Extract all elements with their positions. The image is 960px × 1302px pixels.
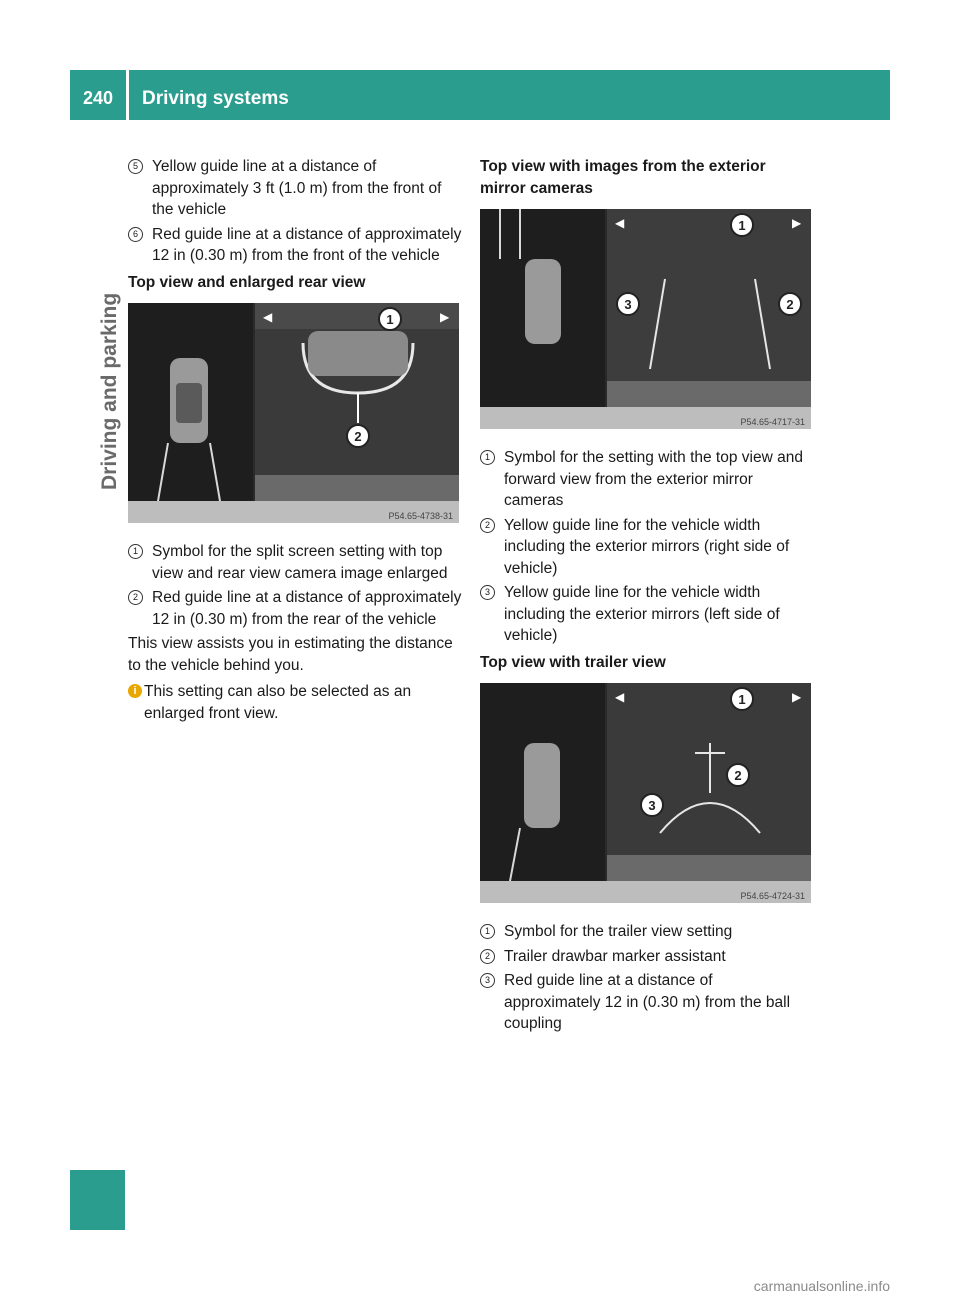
- section-heading: Top view with images from the exterior mirror cameras: [480, 158, 766, 197]
- figure-code: P54.65-4738-31: [388, 511, 453, 521]
- item-number: 2: [480, 518, 495, 533]
- figure-caption-bar: [128, 501, 459, 523]
- section-heading: Top view with trailer view: [480, 653, 666, 671]
- list-item: [480, 447, 812, 512]
- figure-code: P54.65-4724-31: [740, 891, 805, 901]
- svg-text:▶: ▶: [792, 216, 802, 230]
- list-item: [128, 541, 462, 584]
- camera-figure-rear: [128, 303, 459, 523]
- side-tab-marker: [70, 1170, 125, 1230]
- page-number: 240: [82, 88, 114, 108]
- svg-text:2: 2: [354, 429, 362, 444]
- svg-text:◀: ◀: [263, 310, 273, 324]
- right-column: [480, 156, 812, 1038]
- section-title: Driving systems: [142, 88, 289, 109]
- list-item: [128, 156, 462, 221]
- list-item: [480, 515, 812, 580]
- item-number: 2: [480, 949, 495, 964]
- camera-figure-trailer: [480, 683, 811, 903]
- item-number: 2: [128, 590, 143, 605]
- camera-screen-image: [480, 683, 811, 881]
- camera-screen-image: [480, 209, 811, 407]
- side-tab-label: Driving and parking: [98, 292, 121, 490]
- body-paragraph: This view assists you in estimating the distance to the vehicle behind you.: [128, 635, 453, 674]
- item-text: Yellow guide line for the vehicle width including the exterior mirrors (left side of vehicle): [504, 584, 780, 644]
- side-tab-label-wrap: [70, 255, 130, 495]
- item-number: 5: [128, 159, 143, 174]
- list-item: [480, 582, 812, 647]
- svg-text:▶: ▶: [440, 310, 450, 324]
- svg-text:2: 2: [786, 297, 794, 312]
- svg-text:1: 1: [738, 692, 746, 707]
- list-item: [128, 587, 462, 630]
- footer-watermark: carmanualsonline.info: [753, 1278, 890, 1294]
- list-item: [480, 946, 812, 968]
- item-text: Yellow guide line at a distance of approximately 3 ft (1.0 m) from the front of the vehicle: [152, 158, 442, 218]
- svg-text:3: 3: [648, 798, 656, 813]
- section-heading: Top view and enlarged rear view: [128, 273, 366, 291]
- svg-text:◀: ◀: [615, 690, 625, 704]
- svg-text:◀: ◀: [615, 216, 625, 230]
- figure-caption-bar: [480, 407, 811, 429]
- camera-screen-image: [128, 303, 459, 501]
- camera-figure-mirror: [480, 209, 811, 429]
- item-text: Symbol for the setting with the top view and forward view from the exterior mirror cameras: [504, 449, 803, 509]
- list-item: [480, 921, 812, 943]
- item-text: Symbol for the trailer view setting: [504, 923, 733, 940]
- info-note: [128, 681, 462, 724]
- figure-code: P54.65-4717-31: [740, 417, 805, 427]
- item-text: Red guide line at a distance of approximately 12 in (0.30 m) from the rear of the vehicle: [152, 589, 462, 628]
- item-text: Red guide line at a distance of approximately 12 in (0.30 m) from the ball coupling: [504, 972, 791, 1032]
- item-text: Trailer drawbar marker assistant: [504, 947, 726, 965]
- svg-text:2: 2: [734, 768, 742, 783]
- item-number: 3: [480, 973, 495, 988]
- item-number: 1: [128, 544, 143, 559]
- list-item: [128, 224, 462, 267]
- figure-caption-bar: [480, 881, 811, 903]
- note-text: This setting can also be selected as an enlarged front view.: [144, 683, 412, 722]
- item-number: 3: [480, 585, 495, 600]
- header-divider: [126, 70, 129, 120]
- item-number: 6: [128, 227, 143, 242]
- svg-text:1: 1: [386, 312, 394, 327]
- item-text: Yellow guide line for the vehicle width including the exterior mirrors (right side of vehicle): [504, 516, 790, 577]
- svg-text:1: 1: [738, 218, 746, 233]
- item-text: Red guide line at a distance of approximately 12 in (0.30 m) from the front of the vehicle: [152, 225, 462, 264]
- left-column: [128, 156, 462, 724]
- item-number: 1: [480, 924, 495, 939]
- svg-text:▶: ▶: [792, 690, 802, 704]
- svg-text:3: 3: [624, 297, 632, 312]
- list-item: [480, 970, 812, 1035]
- info-icon: i: [128, 684, 142, 698]
- page-header: [70, 70, 890, 120]
- item-number: 1: [480, 450, 495, 465]
- item-text: Symbol for the split screen setting with top view and rear view camera image enlarged: [152, 543, 448, 582]
